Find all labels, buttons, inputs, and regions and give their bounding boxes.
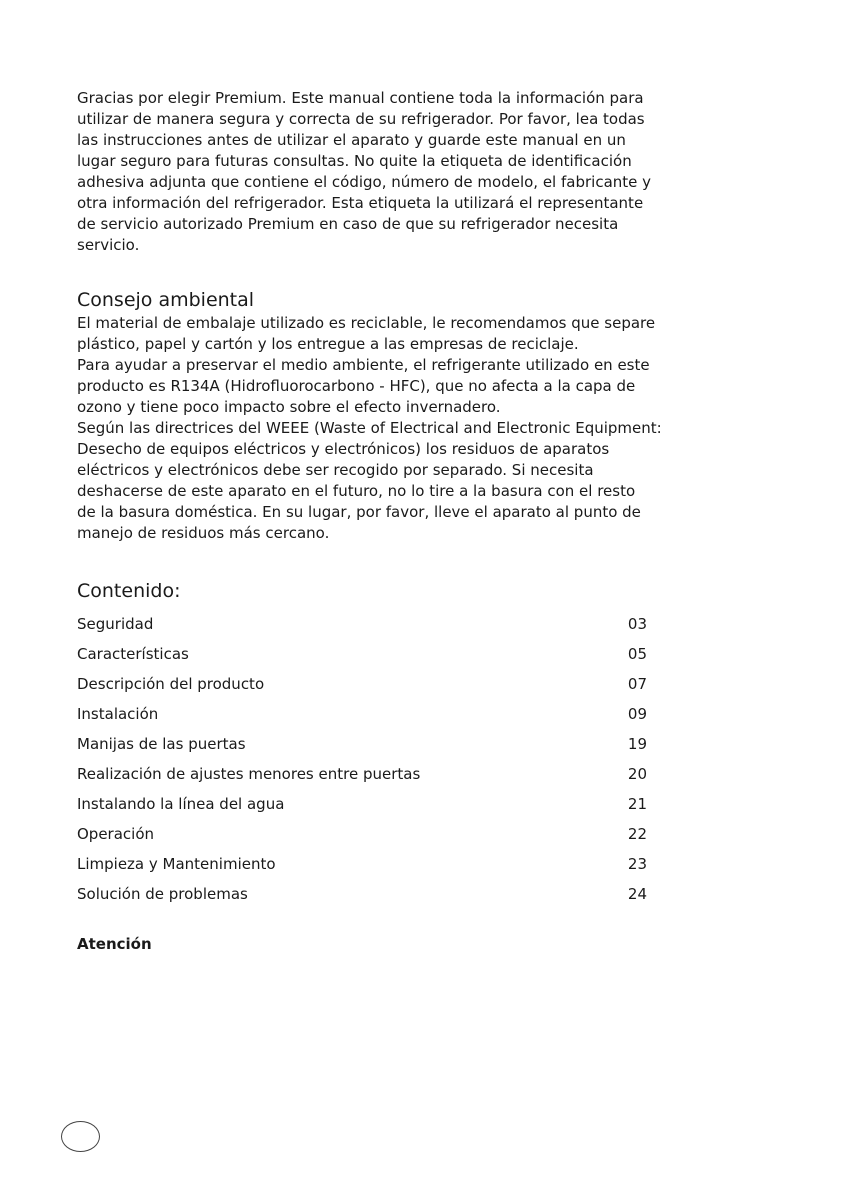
toc-item-page: 05 — [627, 645, 647, 663]
toc-item-label: Instalando la línea del agua — [77, 795, 285, 813]
toc-item-page: 21 — [627, 795, 647, 813]
toc-item-page: 03 — [627, 615, 647, 633]
toc-item-solucion — [77, 883, 647, 913]
toc-item-page: 23 — [627, 855, 647, 873]
toc-item-label: Instalación — [77, 705, 159, 723]
toc-item-descripcion — [77, 673, 647, 703]
toc-item-linea-agua — [77, 793, 647, 823]
toc-item-label: Realización de ajustes menores entre puertas — [77, 765, 421, 783]
toc-item-caracteristicas — [77, 643, 647, 673]
attention-heading: Atención — [77, 935, 152, 953]
toc-item-label: Solución de problemas — [77, 885, 248, 903]
toc-item-operacion — [77, 823, 647, 853]
toc-item-label: Operación — [77, 825, 155, 843]
toc-item-label: Descripción del producto — [77, 675, 265, 693]
toc-item-page: 19 — [627, 735, 647, 753]
page-number-circle — [61, 1121, 100, 1152]
toc-item-page: 20 — [627, 765, 647, 783]
toc-item-label: Manijas de las puertas — [77, 735, 246, 753]
toc-heading: Contenido: — [77, 580, 181, 602]
intro-paragraph: Gracias por elegir Premium. Este manual contiene toda la información para utilizar de manera segura y correcta de su refrigerador. Por favor, lea todas las instrucciones antes de utilizar el aparato y guarde este manual en un lugar seguro para futuras consultas. No quite la etiqueta de identificación adhesiva adjunta que contiene el código, número de modelo, el fabricante y otra información del refrigerador. Esta etiqueta la utilizará el representante de servicio autorizado Premium en caso de que su refrigerador necesita servicio. — [77, 89, 652, 254]
toc-item-label: Seguridad — [77, 615, 154, 633]
toc-item-page: 07 — [627, 675, 647, 693]
toc-item-page: 09 — [627, 705, 647, 723]
toc-item-instalacion — [77, 703, 647, 733]
toc-item-manijas — [77, 733, 647, 763]
toc-item-page: 24 — [627, 885, 647, 903]
environment-paragraph: El material de embalaje utilizado es reciclable, le recomendamos que separe plástico, papel y cartón y los entregue a las empresas de reciclaje. Para ayudar a preservar el medio ambiente, el refrigerante utilizado en este producto es R134A (Hidrofluorocarbono - HFC), que no afecta a la capa de ozono y tiene poco impacto sobre el efecto invernadero. Según las directrices del WEEE (Waste of Electrical and Electronic Equipment: Desecho de equipos eléctricos y electrónicos) los residuos de aparatos eléctricos y electrónicos debe ser recogido por separado. Si necesita deshacerse de este aparato en el futuro, no lo tire a la basura con el resto de la basura doméstica. En su lugar, por favor, lleve el aparato al punto de manejo de residuos más cercano. — [77, 314, 662, 542]
toc-item-label: Características — [77, 645, 189, 663]
toc-item-seguridad — [77, 613, 647, 643]
toc-item-limpieza — [77, 853, 647, 883]
table-of-contents — [77, 613, 647, 913]
toc-item-label: Limpieza y Mantenimiento — [77, 855, 276, 873]
toc-item-page: 22 — [627, 825, 647, 843]
toc-item-ajustes — [77, 763, 647, 793]
environment-heading: Consejo ambiental — [77, 289, 255, 311]
